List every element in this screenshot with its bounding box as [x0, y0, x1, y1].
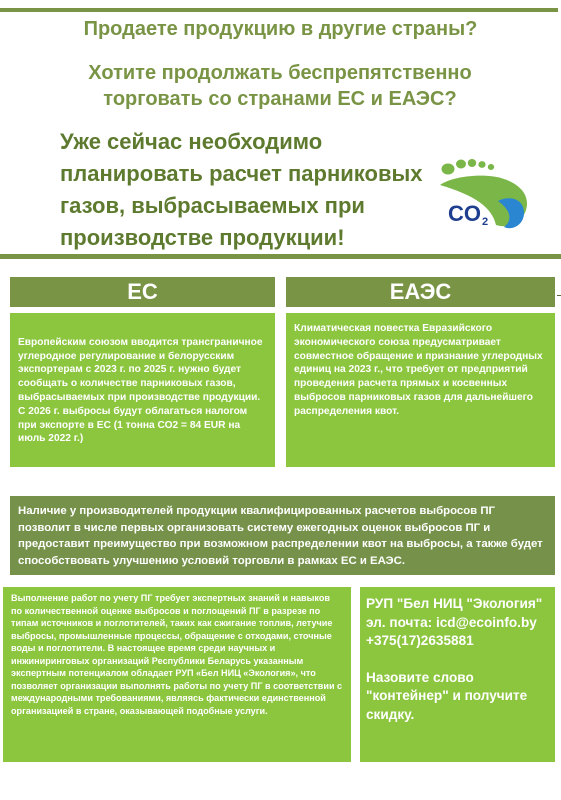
advantage-text: Наличие у производителей продукции квалифицированных расчетов выбросов ПГ позволит в числе первых организовать систему ежегодных оценок выбросов ПГ и предоставит преимущество при возможном распределении квот на выбросы, а также будет способствовать улучшению условий торговли в рамках ЕС и ЕАЭС. — [18, 505, 543, 567]
edge-mark — [557, 295, 561, 296]
footprint-co2-logo — [434, 155, 536, 235]
contact-phone: +375(17)2635881 — [366, 633, 474, 648]
headline-question-1: Продаете продукцию в другие страны? — [83, 18, 478, 40]
eaeu-info-box — [286, 313, 555, 467]
top-divider — [0, 8, 558, 12]
contact-email: эл. почта: icd@ecoinfo.by — [366, 614, 537, 630]
section-divider — [0, 254, 561, 259]
discount-promo: Назовите слово "контейнер" и получите скидку. — [366, 669, 528, 722]
contact-box — [360, 587, 555, 762]
svg-text:2: 2 — [482, 216, 489, 228]
footprint-co2-icon — [434, 155, 536, 235]
eu-info-box — [10, 313, 275, 467]
eu-header: ЕС — [10, 277, 275, 307]
eu-info-text: Европейским союзом вводится трансграничное углеродное регулирование и белорусским экспортерам с 2023 г. по 2025 г. нужно будет сообщать о количестве парниковых газов, выбрасываемых при производстве продукции. С 2026 г. выбросы будут облагаться налогом при экспорте в ЕС (1 тонна СО2 = 84 EUR на июль 2022 г.) — [18, 336, 263, 445]
lead-statement: Уже сейчас необходимо планировать расчет парниковых газов, выбрасываемых при производстве продукции! — [60, 129, 423, 250]
svg-text:CO: CO — [448, 201, 481, 226]
eaeu-info-text: Климатическая повестка Евразийского экономического союза предусматривает совместное обращение и признание углеродных единиц на 2023 г., что требует от предприятий проведения расчета прямых и косвенных выбросов парниковых газов для дальнейшего распределения квот. — [294, 323, 543, 417]
services-box — [3, 587, 351, 762]
headline-question-2: Хотите продолжать беспрепятственно торговать со странами ЕС и ЕАЭС? — [88, 62, 472, 110]
contact-org: РУП "Бел НИЦ "Экология" — [366, 596, 543, 611]
advantage-box — [10, 496, 555, 575]
eaeu-header: ЕАЭС — [286, 277, 555, 307]
services-text: Выполнение работ по учету ПГ требует экспертных знаний и навыков по количественной оценке выбросов и поглощений ПГ в разрезе по типам источников и поглотителей, таких как сжигание топлив, летучие выбросы, промышленные процессы, обращение с отходами, сточные воды и поглотители. В настоящее время среди научных и инжиниринговых организаций Республики Беларусь указанным экспертным потенциалом обладает РУП «Бел НИЦ «Экология», что позволяет организации выполнять работы по учету ПГ в соответствии с международными требованиями, являясь фактически единственной организацией в стране, оказывающей подобные услуги. — [11, 593, 343, 716]
